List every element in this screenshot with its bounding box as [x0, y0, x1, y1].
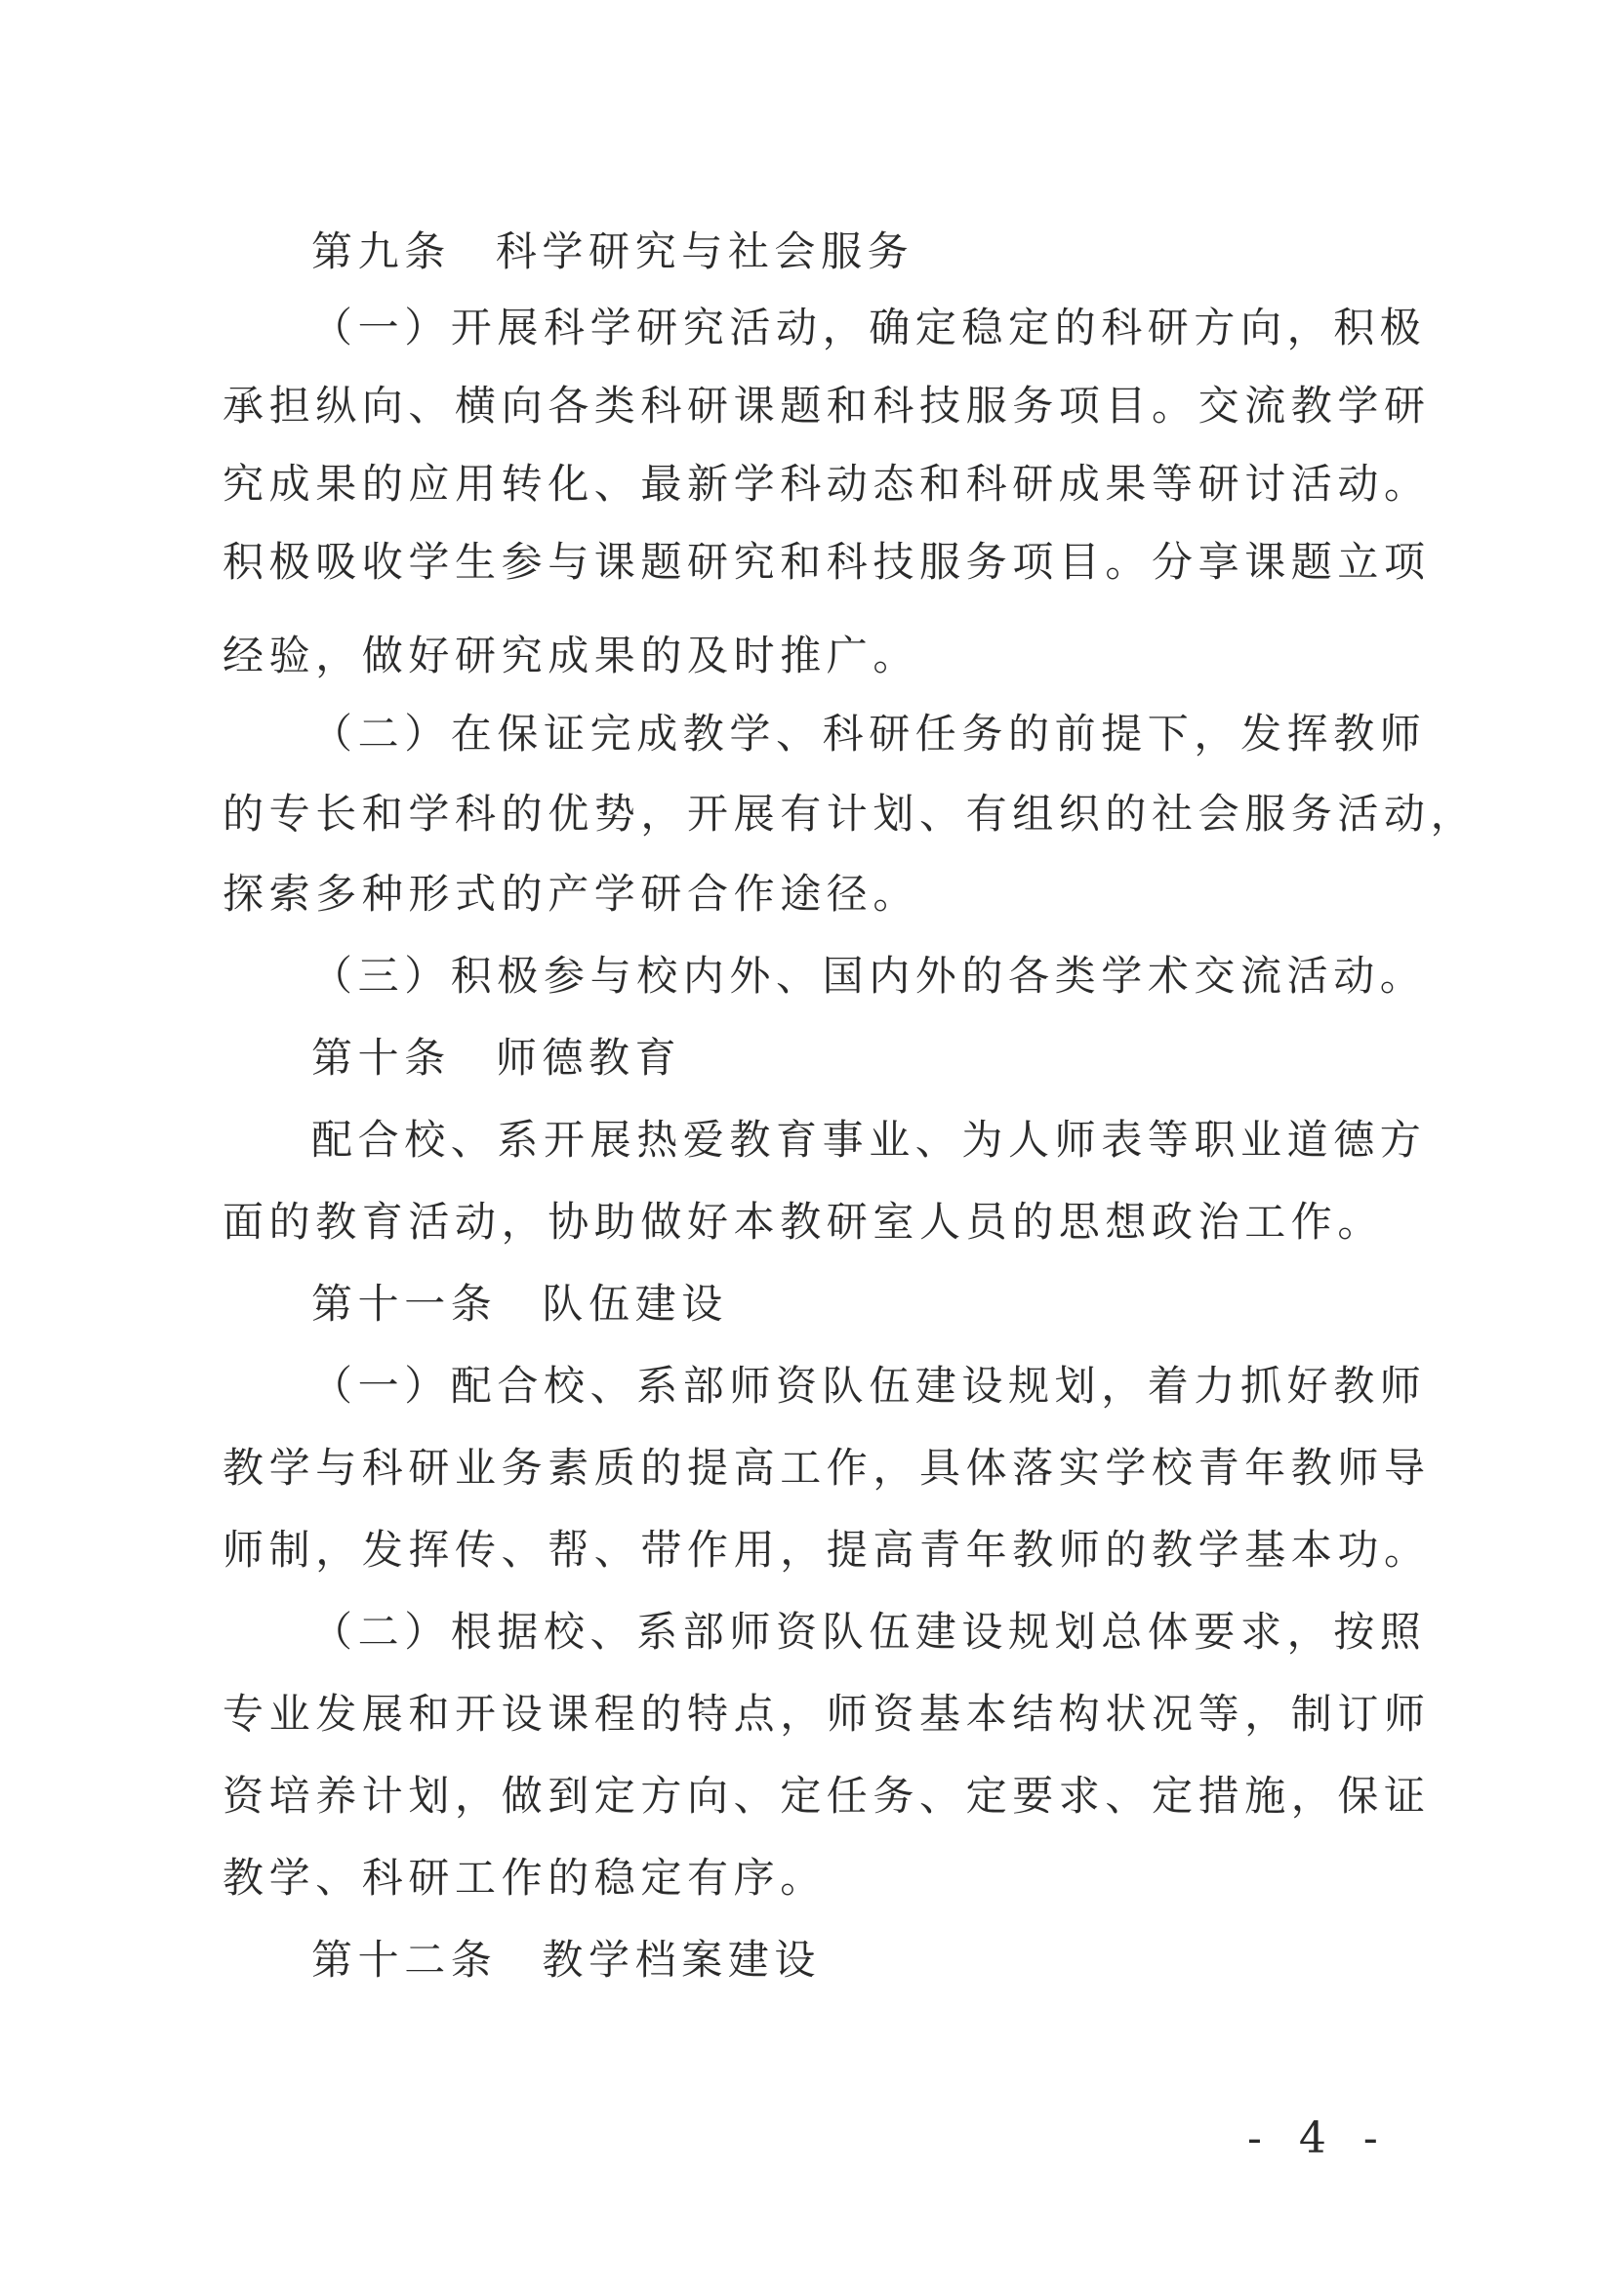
paragraph-line: 经验，做好研究成果的及时推广。 [223, 632, 920, 679]
section-heading [311, 1935, 1502, 1986]
article-number: 第九条 [311, 227, 451, 275]
article-title: 师德教育 [495, 1034, 682, 1082]
paragraph-line: 面的教育活动，协助做好本教研室人员的思想政治工作。 [223, 1198, 1385, 1246]
section-heading [311, 226, 1502, 277]
paragraph-line: （一）开展科学研究活动，确定稳定的科研方向，积极 [311, 304, 1427, 351]
paragraph-line: 承担纵向、横向各类科研课题和科技服务项目。交流教学研 [223, 382, 1431, 430]
paragraph-line: （一）配合校、系部师资队伍建设规划，着力抓好教师 [311, 1362, 1427, 1410]
section-heading [311, 1279, 1502, 1330]
paragraph-line: 积极吸收学生参与课题研究和科技服务项目。分享课题立项 [223, 538, 1431, 586]
article-title: 教学档案建设 [542, 1936, 822, 1984]
article-title: 科学研究与社会服务 [495, 227, 914, 275]
paragraph-line: 探索多种形式的产学研合作途径。 [223, 870, 920, 918]
paragraph-line: 教学与科研业务素质的提高工作，具体落实学校青年教师导 [223, 1444, 1431, 1492]
paragraph-line: 资培养计划，做到定方向、定任务、定要求、定措施，保证 [223, 1772, 1431, 1820]
article-number: 第十条 [311, 1034, 451, 1082]
paragraph-line: （二）在保证完成教学、科研任务的前提下，发挥教师 [311, 710, 1427, 758]
article-number: 第十一条 [311, 1280, 498, 1328]
paragraph-line: （三）积极参与校内外、国内外的各类学术交流活动。 [311, 952, 1427, 1000]
paragraph-line: 的专长和学科的优势，开展有计划、有组织的社会服务活动， [223, 790, 1478, 838]
paragraph-line: 配合校、系开展热爱教育事业、为人师表等职业道德方 [311, 1116, 1427, 1164]
paragraph-line: 教学、科研工作的稳定有序。 [223, 1854, 827, 1902]
page-number: - 4 - [1247, 2113, 1390, 2163]
section-heading [311, 1033, 1502, 1084]
paragraph-line: 师制，发挥传、帮、带作用，提高青年教师的教学基本功。 [223, 1526, 1431, 1574]
paragraph-line: 究成果的应用转化、最新学科动态和科研成果等研讨活动。 [223, 460, 1431, 508]
article-title: 队伍建设 [542, 1280, 728, 1328]
paragraph-line: 专业发展和开设课程的特点，师资基本结构状况等，制订师 [223, 1690, 1431, 1738]
paragraph-line: （二）根据校、系部师资队伍建设规划总体要求，按照 [311, 1608, 1427, 1656]
article-number: 第十二条 [311, 1936, 498, 1984]
